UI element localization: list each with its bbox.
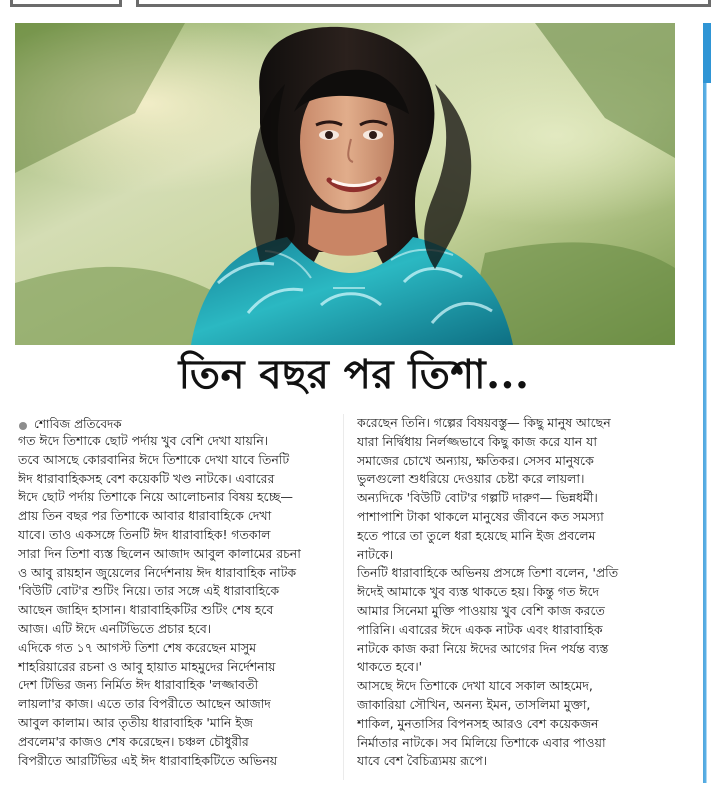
left-column-line: দেশ টিভির জন্য নির্মিত ঈদ ধারাবাহিক 'লজ্জাবতী	[18, 677, 258, 693]
byline-bullet-icon	[19, 422, 27, 430]
left-column-line: শাহরিয়ারের রচনা ও আবু হায়াত মাহমুদের নির্দেশনায়	[18, 658, 276, 674]
right-column-line: পাশাপাশি টাকা থাকলে মানুষের জীবনে কত সমস্যা	[357, 508, 604, 524]
right-column-line: সমাজের চোখে অন্যায়, ক্ষতিকর। সেসব মানুষকে	[357, 452, 594, 468]
right-column-line: পারিনি। এবারের ঈদে একক নাটক এবং ধারাবাহিক	[357, 621, 603, 637]
right-column-line: আসছে ঈদে তিশাকে দেখা যাবে সকাল আহমেদ,	[357, 678, 593, 694]
right-column-line: থাকতে হবে।'	[357, 659, 422, 675]
left-column-line: তবে আসছে কোরবানির ঈদে তিশাকে দেখা যাবে তিনটি	[18, 451, 290, 467]
right-column-line: জাকারিয়া সৌখিন, অনন্য ইমন, তাসলিমা মুক্তা,	[357, 696, 591, 712]
left-column-line: আছেন জাহিদ হাসান। ধারাবাহিকটির শুটিং শেষ হবে	[18, 602, 274, 618]
right-column-line: করেছেন তিনি। গল্পের বিষয়বস্তু— কিছু মানুষ আছেন	[357, 415, 611, 430]
right-column-line: ভুলগুলো শুধরিয়ে দেওয়ার চেষ্টা করে লায়লা।	[357, 471, 585, 487]
right-column-line: আমার সিনেমা মুক্তি পাওয়ায় খুব বেশি কাজ করতে	[357, 602, 605, 618]
left-column-line: গত ঈদে তিশাকে ছোট পর্দায় খুব বেশি দেখা যায়নি।	[18, 433, 269, 448]
left-column-line: সারা দিন তিশা ব্যস্ত ছিলেন আজাদ আবুল কালামের রচনা	[18, 545, 301, 561]
article-headline: তিন বছর পর তিশা...	[178, 350, 530, 398]
left-column-line: বিপরীতে আরটিভির এই ঈদ ধারাবাহিকটিতে অভিনয়	[18, 752, 278, 768]
left-column-line: ও আবু রায়হান জুয়েলের নির্দেশনায় ঈদ ধারাবাহিক নাটক	[18, 564, 297, 580]
left-column-line: যাবে। তাও একসঙ্গে তিনটি ঈদ ধারাবাহিক! গতকাল	[18, 526, 271, 542]
left-column-line: ঈদ ধারাবাহিকসহ বেশ কয়েকটি খণ্ড নাটকে। এবারের	[18, 470, 275, 486]
column-divider	[343, 414, 344, 780]
article-left-column	[18, 432, 336, 783]
right-column-line: শাকিল, মুনতাসির বিপনসহ আরও বেশ কয়েকজন	[357, 715, 599, 731]
right-column-line: হতে পারে তা তুলে ধরা হয়েছে মানি ইজ প্রবলেম	[357, 527, 596, 543]
article-right-column	[357, 414, 679, 783]
top-right-frame	[136, 0, 711, 7]
left-column-line: আবুল কালাম। আর তৃতীয় ধারাবাহিক 'মানি ইজ	[18, 714, 253, 730]
bottom-whitespace	[0, 783, 711, 789]
left-column-line: 'বিউটি বোট'র শুটিং নিয়ে। তার সঙ্গে এই ধারাবাহিকে	[18, 583, 280, 599]
right-column-line: নাটকে কাজ করা নিয়ে ঈদের আগের দিন পর্যন্ত ব্যস্ত	[357, 640, 609, 656]
right-column-line: যাবে বেশ বৈচিত্র্যময় রূপে।	[357, 753, 488, 769]
left-column-line: প্রায় তিন বছর পর তিশাকে আবার ধারাবাহিকে দেখা	[18, 508, 272, 524]
right-column-line: তিনটি ধারাবাহিকে অভিনয় প্রসঙ্গে তিশা বলেন, 'প্রতি	[357, 565, 619, 581]
right-column-line: ঈদেই আমাকে খুব ব্যস্ত থাকতে হয়। কিন্তু গত ঈদে	[357, 584, 600, 600]
right-blue-margin	[703, 23, 711, 789]
right-column-line: নির্মাতার নাটকে। সব মিলিয়ে তিশাকে এবার পাওয়া	[357, 734, 606, 750]
left-column-line: প্রবলেম'র কাজও শেষ করেছেন। চঞ্চল চৌধুরীর	[18, 733, 249, 749]
right-column-line: নাটকে।	[357, 546, 394, 562]
left-column-line: লায়লা'র কাজ। এতে তার বিপরীতে আছেন আজাদ	[18, 696, 271, 712]
right-column-line: অন্যদিকে 'বিউটি বোট'র গল্পটি দারুণ— ভিন্নধর্মী।	[357, 490, 598, 506]
left-column-line: ঈদে ছোট পর্দায় তিশাকে নিয়ে আলোচনার বিষয় হচ্ছে—	[18, 489, 293, 505]
right-column-line: যারা নির্দ্বিধায় নির্লজ্জভাবে কিছু কাজ করে যান যা	[357, 433, 597, 449]
left-column-line: এদিকে গত ১৭ আগস্ট তিশা শেষ করেছেন মাসুম	[18, 639, 256, 655]
article-photo	[15, 23, 675, 345]
right-blue-margin-top	[703, 23, 711, 83]
left-column-line: আজ। এটি ঈদে এনটিভিতে প্রচার হবে।	[18, 620, 212, 636]
byline-text: শোবিজ প্রতিবেদক	[34, 416, 122, 431]
top-left-frame	[10, 0, 122, 7]
